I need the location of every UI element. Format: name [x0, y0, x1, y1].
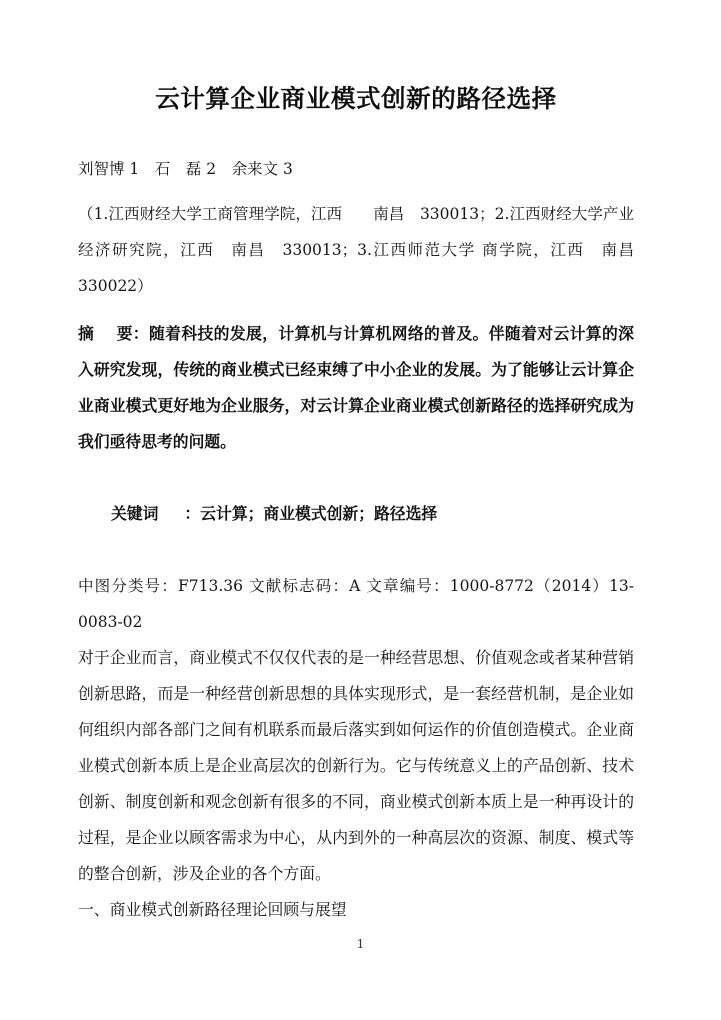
abstract-label-first: 摘: [78, 324, 95, 344]
affiliation-block: （1.江西财经大学工商管理学院，江西 南昌 330013；2.江西财经大学产业经济研究院，江西 南昌 330013；3.江西师范大学 商学院，江西 南昌 330022）: [78, 205, 650, 296]
author-line: 刘智博 1 石 磊 2 余来文 3: [78, 160, 293, 179]
keywords-label: 关键词: [111, 504, 159, 524]
body-paragraph-1: 对于企业而言，商业模式不仅仅代表的是一种经营思想、价值观念或者某种营销创新思路，而是一种经营创新思想的具体实现形式，是一套经营机制，是企业如何组织内部各部门之间有机联系而最后落实到如何运作的价值创造模式。企业商业模式创新本质上是企业高层次的创新行为。它与传统意义上的产品创新、技术创新、制度创新和观念创新有很多的不同，商业模式创新本质上是一种再设计的过程，是企业以顾客需求为中心，从内到外的一种高层次的资源、制度、模式等的整合创新，涉及企业的各个方面。: [78, 648, 634, 884]
keywords-text: 云计算；商业模式创新；路径选择: [200, 504, 438, 524]
abstract-label-second: 要: [116, 324, 133, 344]
classification-line: 中图分类号：F713.36 文献标志码：A 文章编号：1000-8772（2014）13-0083-02: [78, 577, 634, 632]
keywords-block: [78, 460, 634, 568]
abstract-text: 随着科技的发展，计算机与计算机网络的普及。伴随着对云计算的深入研究发现，传统的商业模式已经束缚了中小企业的发展。为了能够让云计算企业商业模式更好地为企业服务，对云计算企业商业模式创新路径的选择研究成为我们亟待思考的问题。: [78, 324, 634, 452]
page-content: [78, 0, 650, 928]
abstract-block: [78, 304, 634, 460]
keywords-separator: ：: [184, 504, 201, 524]
abstract-separator: ：: [132, 324, 149, 344]
page-title: 云计算企业商业模式创新的路径选择: [155, 84, 557, 113]
section-heading-1: 一、商业模式创新路径理论回顾与展望: [78, 900, 347, 920]
page-number: 1: [356, 936, 365, 951]
